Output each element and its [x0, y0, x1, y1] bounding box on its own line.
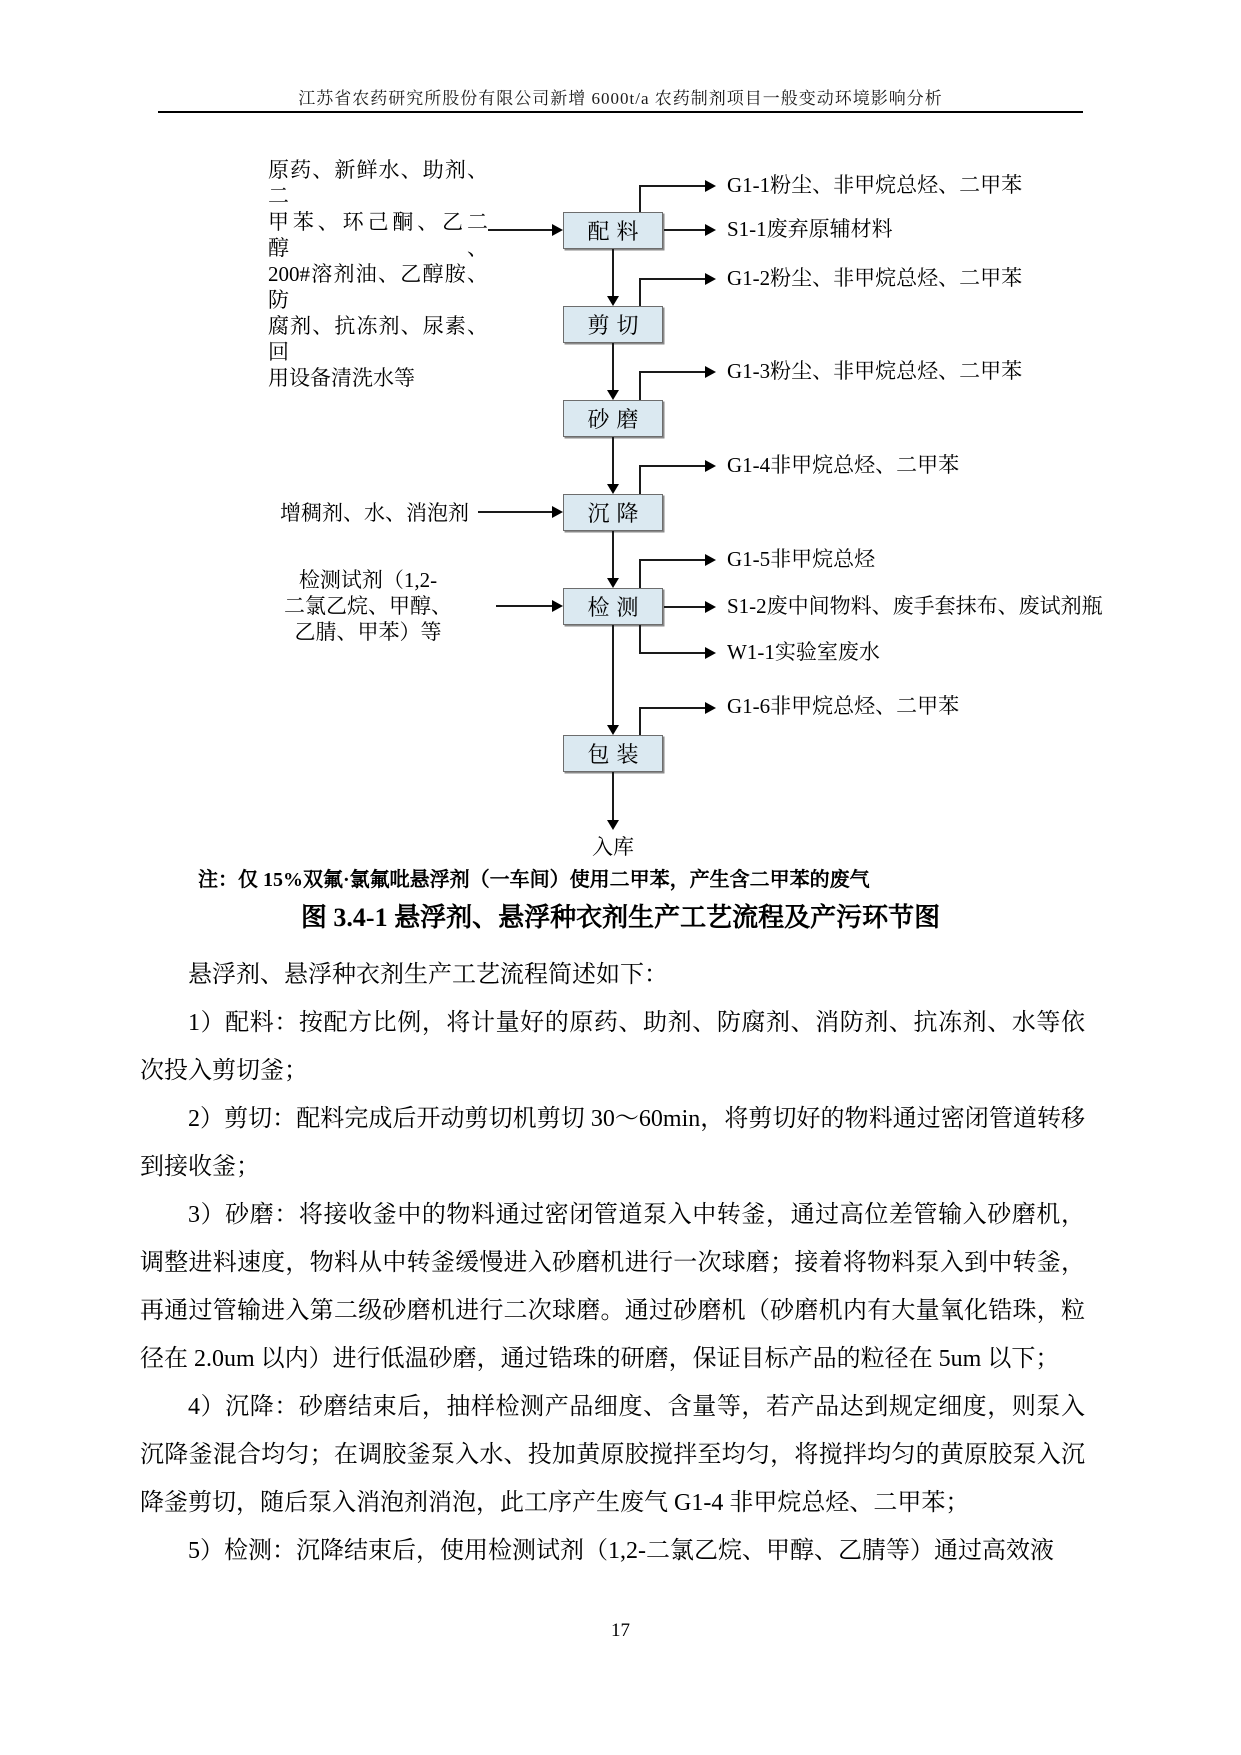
branch-arrow-right-icon: [639, 652, 705, 654]
branch-arrow-right-icon: [639, 707, 705, 709]
output-label-s1-1: S1-1废弃原辅材料: [727, 217, 893, 241]
output-label-s1-2: S1-2废中间物料、废手套抹布、废试剂瓶: [727, 594, 1103, 618]
process-box-testing: [563, 588, 663, 625]
input-line: 检测试剂（1,2-: [298, 568, 438, 592]
output-label-w1-1: W1-1实验室废水: [727, 640, 880, 664]
input-arrow-right-icon: [488, 229, 552, 231]
process-box-label: 包装: [587, 742, 646, 767]
branch-arrow-right-icon: [639, 185, 705, 187]
branch-line: [639, 278, 641, 306]
input-text-test-reagents: [248, 567, 488, 645]
body-paragraph-1: 1）配料：按配方比例，将计量好的原药、助剂、防腐剂、消防剂、抗冻剂、水等依次投入剪切釜；: [140, 1010, 1085, 1084]
flow-arrow-down-icon: [612, 531, 614, 578]
branch-arrow-right-icon: [639, 465, 705, 467]
input-arrow-right-icon: [496, 605, 552, 607]
branch-line: [639, 185, 641, 212]
output-label-g1-3: G1-3粉尘、非甲烷总烃、二甲苯: [727, 359, 1023, 383]
process-box-batching: [563, 212, 663, 249]
process-box-label: 配料: [587, 219, 646, 244]
branch-arrow-right-icon: [639, 559, 705, 561]
input-line: 用设备清洗水等: [268, 366, 415, 390]
branch-line: [639, 371, 641, 400]
flow-arrow-down-icon: [612, 625, 614, 725]
figure-note: 注：仅 15%双氟·氯氟吡悬浮剂（一车间）使用二甲苯，产生含二甲苯的废气: [198, 869, 870, 891]
body-paragraph-intro: 悬浮剂、悬浮种衣剂生产工艺流程简述如下：: [188, 962, 668, 988]
process-box-sand-milling: [563, 400, 663, 437]
input-arrow-right-icon: [478, 511, 552, 513]
process-box-label: 沉降: [587, 501, 646, 526]
process-box-label: 检测: [587, 595, 646, 620]
output-label-g1-5: G1-5非甲烷总烃: [727, 547, 876, 571]
branch-line: [639, 625, 641, 652]
body-paragraph-3: 3）砂磨：将接收釜中的物料通过密闭管道泵入中转釜，通过高位差管输入砂磨机，调整进料速度，物料从中转釜缓慢进入砂磨机进行一次球磨；接着将物料泵入到中转釜，再通过管输进入第二级砂磨机进行二次球磨。通过砂磨机（砂磨机内有大量氧化锆珠，粒径在 2.0um 以内）进行低温砂磨，通过锆珠的研磨，保证目标产品的粒径在 5um 以下；: [140, 1202, 1085, 1372]
input-text-raw-materials: [268, 157, 488, 391]
input-line: 乙腈、甲苯）等: [294, 620, 442, 644]
body-text: [140, 951, 1085, 1575]
branch-line: [639, 707, 641, 735]
process-box-label: 剪切: [587, 313, 646, 338]
flow-arrow-down-icon: [612, 772, 614, 820]
flow-arrow-down-icon: [612, 343, 614, 390]
branch-line: [639, 559, 641, 588]
body-paragraph-4: 4）沉降：砂磨结束后，抽样检测产品细度、含量等，若产品达到规定细度，则泵入沉降釜混合均匀；在调胶釜泵入水、投加黄原胶搅拌至均匀，将搅拌均匀的黄原胶泵入沉降釜剪切，随后泵入消泡剂消泡，此工序产生废气 G1-4 非甲烷总烃、二甲苯；: [140, 1394, 1085, 1516]
output-label-g1-1: G1-1粉尘、非甲烷总烃、二甲苯: [727, 173, 1023, 197]
body-paragraph-5: 5）检测：沉降结束后，使用检测试剂（1,2-二氯乙烷、甲醇、乙腈等）通过高效液: [188, 1538, 1054, 1564]
page-header-title: 江苏省农药研究所股份有限公司新增 6000t/a 农药制剂项目一般变动环境影响分析: [298, 89, 943, 108]
process-box-settling: [563, 494, 663, 531]
body-paragraph-2: 2）剪切：配料完成后开动剪切机剪切 30～60min，将剪切好的物料通过密闭管道转移到接收釜；: [140, 1106, 1085, 1180]
branch-line: [639, 465, 641, 494]
input-text-thickener: 增稠剂、水、消泡剂: [280, 501, 469, 525]
output-label-g1-4: G1-4非甲烷总烃、二甲苯: [727, 453, 960, 477]
terminal-label-storage: 入库: [592, 835, 634, 859]
input-line: 甲苯、环己酮、乙二醇、: [268, 210, 488, 260]
process-box-packaging: [563, 735, 663, 772]
input-line: 原药、新鲜水、助剂、二: [268, 158, 488, 208]
figure-caption: 图 3.4-1 悬浮剂、悬浮种衣剂生产工艺流程及产污环节图: [300, 903, 941, 932]
flow-arrow-down-icon: [612, 249, 614, 296]
input-line: 200#溶剂油、乙醇胺、防: [268, 262, 488, 312]
header-rule: [158, 111, 1083, 113]
process-box-shearing: [563, 306, 663, 343]
branch-arrow-right-icon: [639, 278, 705, 280]
branch-arrow-right-icon: [639, 371, 705, 373]
process-box-label: 砂磨: [587, 407, 646, 432]
output-label-g1-6: G1-6非甲烷总烃、二甲苯: [727, 694, 960, 718]
page-number: 17: [611, 1620, 630, 1641]
flow-arrow-down-icon: [612, 437, 614, 484]
output-label-g1-2: G1-2粉尘、非甲烷总烃、二甲苯: [727, 266, 1023, 290]
branch-arrow-right-icon: [664, 606, 705, 608]
input-line: 二氯乙烷、甲醇、: [284, 594, 452, 618]
branch-arrow-right-icon: [664, 229, 705, 231]
input-line: 腐剂、抗冻剂、尿素、回: [268, 314, 488, 364]
